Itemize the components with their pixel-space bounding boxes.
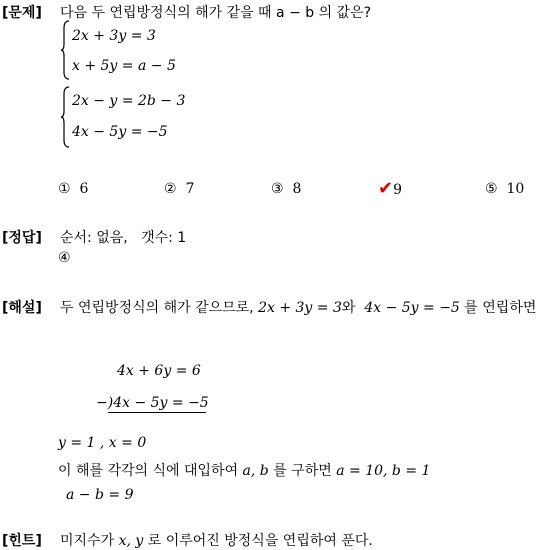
check-icon: ✔: [378, 178, 394, 199]
choice-value: 9: [393, 182, 403, 198]
system2-eq1: 2x − y = 2b − 3: [72, 93, 186, 109]
solution-intro: [60, 297, 536, 317]
solution-intro-text: 두 연립방정식의 해가 같으므로,: [60, 300, 254, 316]
result-text: 를 구하면: [273, 463, 332, 479]
result-line-2: [58, 460, 430, 480]
hint-text-part: 로 이루어진 방정식을 연립하여 푼다.: [147, 533, 373, 549]
calc-line-2: −)4x − 5y = −5: [96, 395, 209, 411]
result-line-3: a − b = 9: [66, 487, 134, 503]
choice-value: 8: [292, 181, 302, 197]
choice-5[interactable]: [485, 181, 524, 197]
choice-2[interactable]: [164, 181, 194, 197]
answer-tag: [정답]: [2, 230, 42, 246]
solution-eq1: 2x + 3y = 3: [258, 300, 342, 316]
system2-eq2: 4x − 5y = −5: [72, 124, 168, 140]
choice-value: 10: [506, 181, 525, 197]
question-text: 다음 두 연립방정식의 해가 같을 때 a − b 의 값은?: [60, 5, 372, 21]
hint-tag: [힌트]: [2, 533, 42, 549]
solution-eq2: 4x − 5y = −5: [364, 300, 460, 316]
choice-3[interactable]: [271, 181, 301, 197]
result-text: 이 해를 각각의 식에 대입하여: [58, 463, 239, 479]
choice-1[interactable]: [58, 181, 88, 197]
system1-eq2: x + 5y = a − 5: [72, 58, 176, 74]
hint-text-part: 미지수가: [60, 533, 115, 549]
solution-tag: [해설]: [2, 300, 42, 316]
choice-number: ①: [58, 181, 71, 197]
left-brace-icon: [60, 86, 70, 148]
choice-value: 6: [79, 181, 89, 197]
choice-number: ②: [164, 181, 177, 197]
choice-value: 7: [185, 181, 195, 197]
result-line-1: y = 1 , x = 0: [58, 435, 147, 451]
solution-intro-text: 를 연립하면: [464, 300, 537, 316]
hint-vars: x, y: [118, 533, 144, 549]
choice-number: ③: [271, 181, 284, 197]
calc-line-1: 4x + 6y = 6: [117, 363, 201, 379]
result-vars: a, b: [242, 463, 269, 479]
choice-number: ⑤: [485, 181, 498, 197]
answer-value: ④: [58, 250, 71, 266]
answer-line: 순서: 없음, 갯수: 1: [60, 230, 187, 246]
solution-intro-text: 와: [341, 300, 356, 316]
left-brace-icon: [60, 20, 70, 80]
system1-eq1: 2x + 3y = 3: [72, 28, 156, 44]
result-values: a = 10, b = 1: [336, 463, 431, 479]
problem-tag: [문제]: [2, 5, 42, 21]
calc-underline: [108, 412, 206, 413]
choice-4-selected[interactable]: [378, 178, 402, 199]
hint-text: [60, 530, 373, 550]
